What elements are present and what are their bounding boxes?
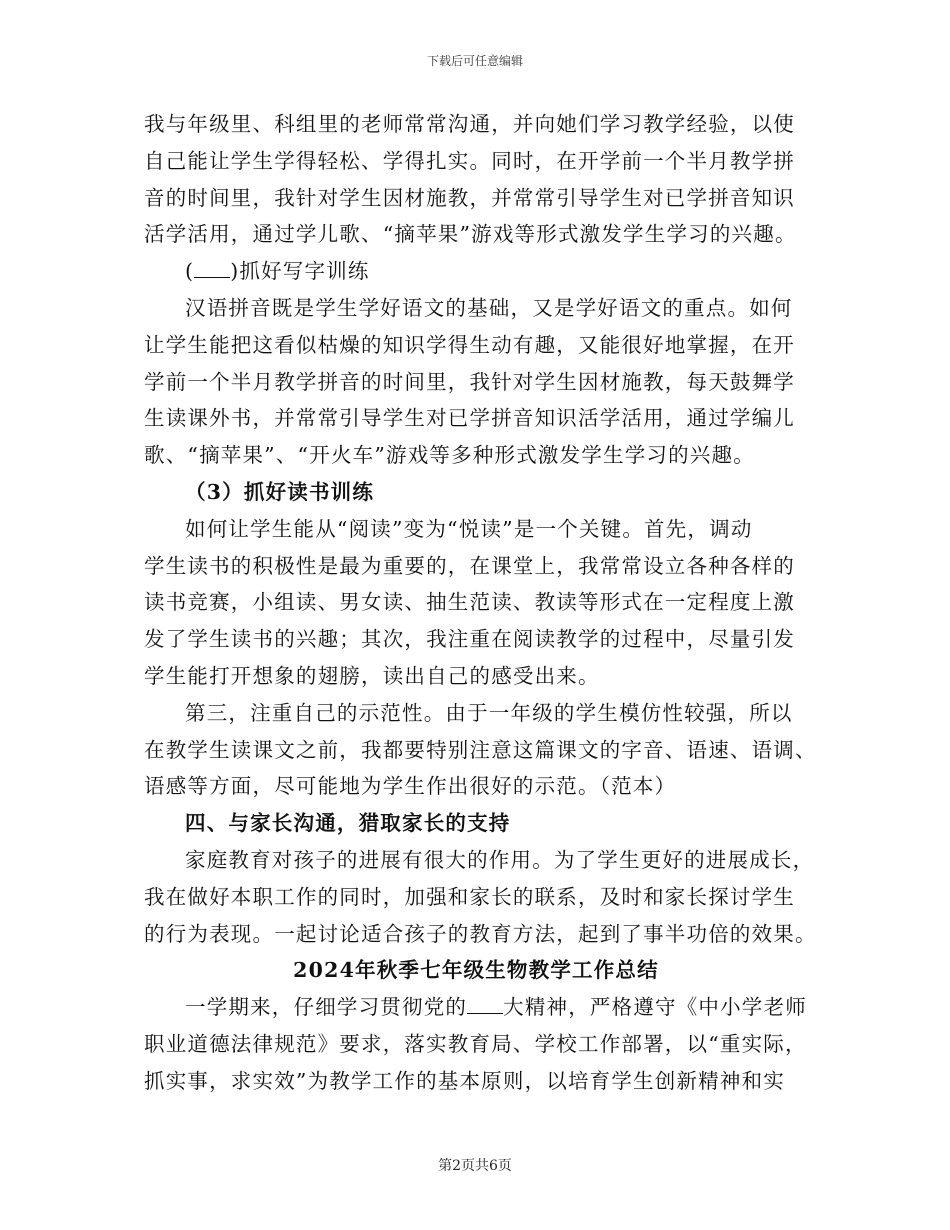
text-line: 活学活用，通过学儿歌、“摘苹果”游戏等形式激发学生学习的兴趣。 xyxy=(144,222,797,247)
text-line: 让学生能把这看似枯燥的知识学得生动有趣，又能很好地掌握，在开 xyxy=(144,332,795,357)
text-line: 一学期来，仔细学习贯彻党的 大精神，严格遵守《中小学老师 xyxy=(185,995,807,1020)
text-line: 我在做好本职工作的同时，加强和家长的联系，及时和家长探讨学生 xyxy=(144,884,795,909)
text-line: 学生能打开想象的翅膀，读出自己的感受出来。 xyxy=(144,663,600,688)
text-line: 我与年级里、科组里的老师常常沟通，并向她们学习教学经验，以使 xyxy=(144,112,795,136)
text-line: 自己能让学生学得轻松、学得扎实。同时，在开学前一个半月教学拼 xyxy=(144,148,795,173)
text-line: 第三，注重自己的示范性。由于一年级的学生模仿性较强，所以 xyxy=(185,700,793,725)
document-body xyxy=(144,106,817,1100)
text-line: 抓实事，求实效”为教学工作的基本原则，以培育学生创新精神和实 xyxy=(144,1068,785,1093)
text-line: 家庭教育对孩子的进展有很大的作用。为了学生更好的进展成长， xyxy=(185,847,815,872)
text-line: 生读课外书，并常常引导学生对已学拼音知识活学活用，通过学编儿 xyxy=(144,406,795,431)
fill-blank xyxy=(467,995,503,1014)
page-header: 下载后可任意编辑 xyxy=(426,54,523,68)
text-line: 如何让学生能从“阅读”变为“悦读”是一个关键。首先，调动 xyxy=(185,516,753,541)
text-line: 汉语拼音既是学生学好语文的基础，又是学好语文的重点。如何 xyxy=(185,295,793,320)
text-line: 职业道德法律规范》要求，落实教育局、学校工作部署，以“重实际， xyxy=(144,1031,807,1056)
text-line: 读书竞赛，小组读、男女读、抽生范读、教读等形式在一定程度上激 xyxy=(144,590,795,615)
fill-blank xyxy=(194,259,230,278)
text-line: 学生读书的积极性是最为重要的，在课堂上，我常常设立各种各样的 xyxy=(144,553,795,578)
section-heading: ( )抓好写字训练 xyxy=(185,259,370,284)
text-line: 的行为表现。一起讨论适合孩子的教育方法，起到了事半功倍的效果。 xyxy=(144,921,817,946)
text-line: 语感等方面，尽可能地为学生作出很好的示范。（范本） xyxy=(144,774,677,799)
text-line: 学前一个半月教学拼音的时间里，我针对学生因材施教，每天鼓舞学 xyxy=(144,369,795,394)
page-footer: 第2页共6页 xyxy=(438,1158,512,1174)
text-line: 音的时间里，我针对学生因材施教，并常常引导学生对已学拼音知识 xyxy=(144,185,795,210)
text-line: 歌、“摘苹果”、“开火车”游戏等多种形式激发学生学习的兴趣。 xyxy=(144,443,755,468)
section-heading: 四、与家长沟通，猎取家长的支持 xyxy=(185,811,511,836)
section-heading: （3）抓好读书训练 xyxy=(185,479,375,504)
document-title: 2024年秋季七年级生物教学工作总结 xyxy=(293,958,659,983)
text-line: 在教学生读课文之前，我都要特别注意这篇课文的字音、语速、语调、 xyxy=(144,737,817,762)
text-line: 发了学生读书的兴趣；其次，我注重在阅读教学的过程中，尽量引发 xyxy=(144,627,795,652)
